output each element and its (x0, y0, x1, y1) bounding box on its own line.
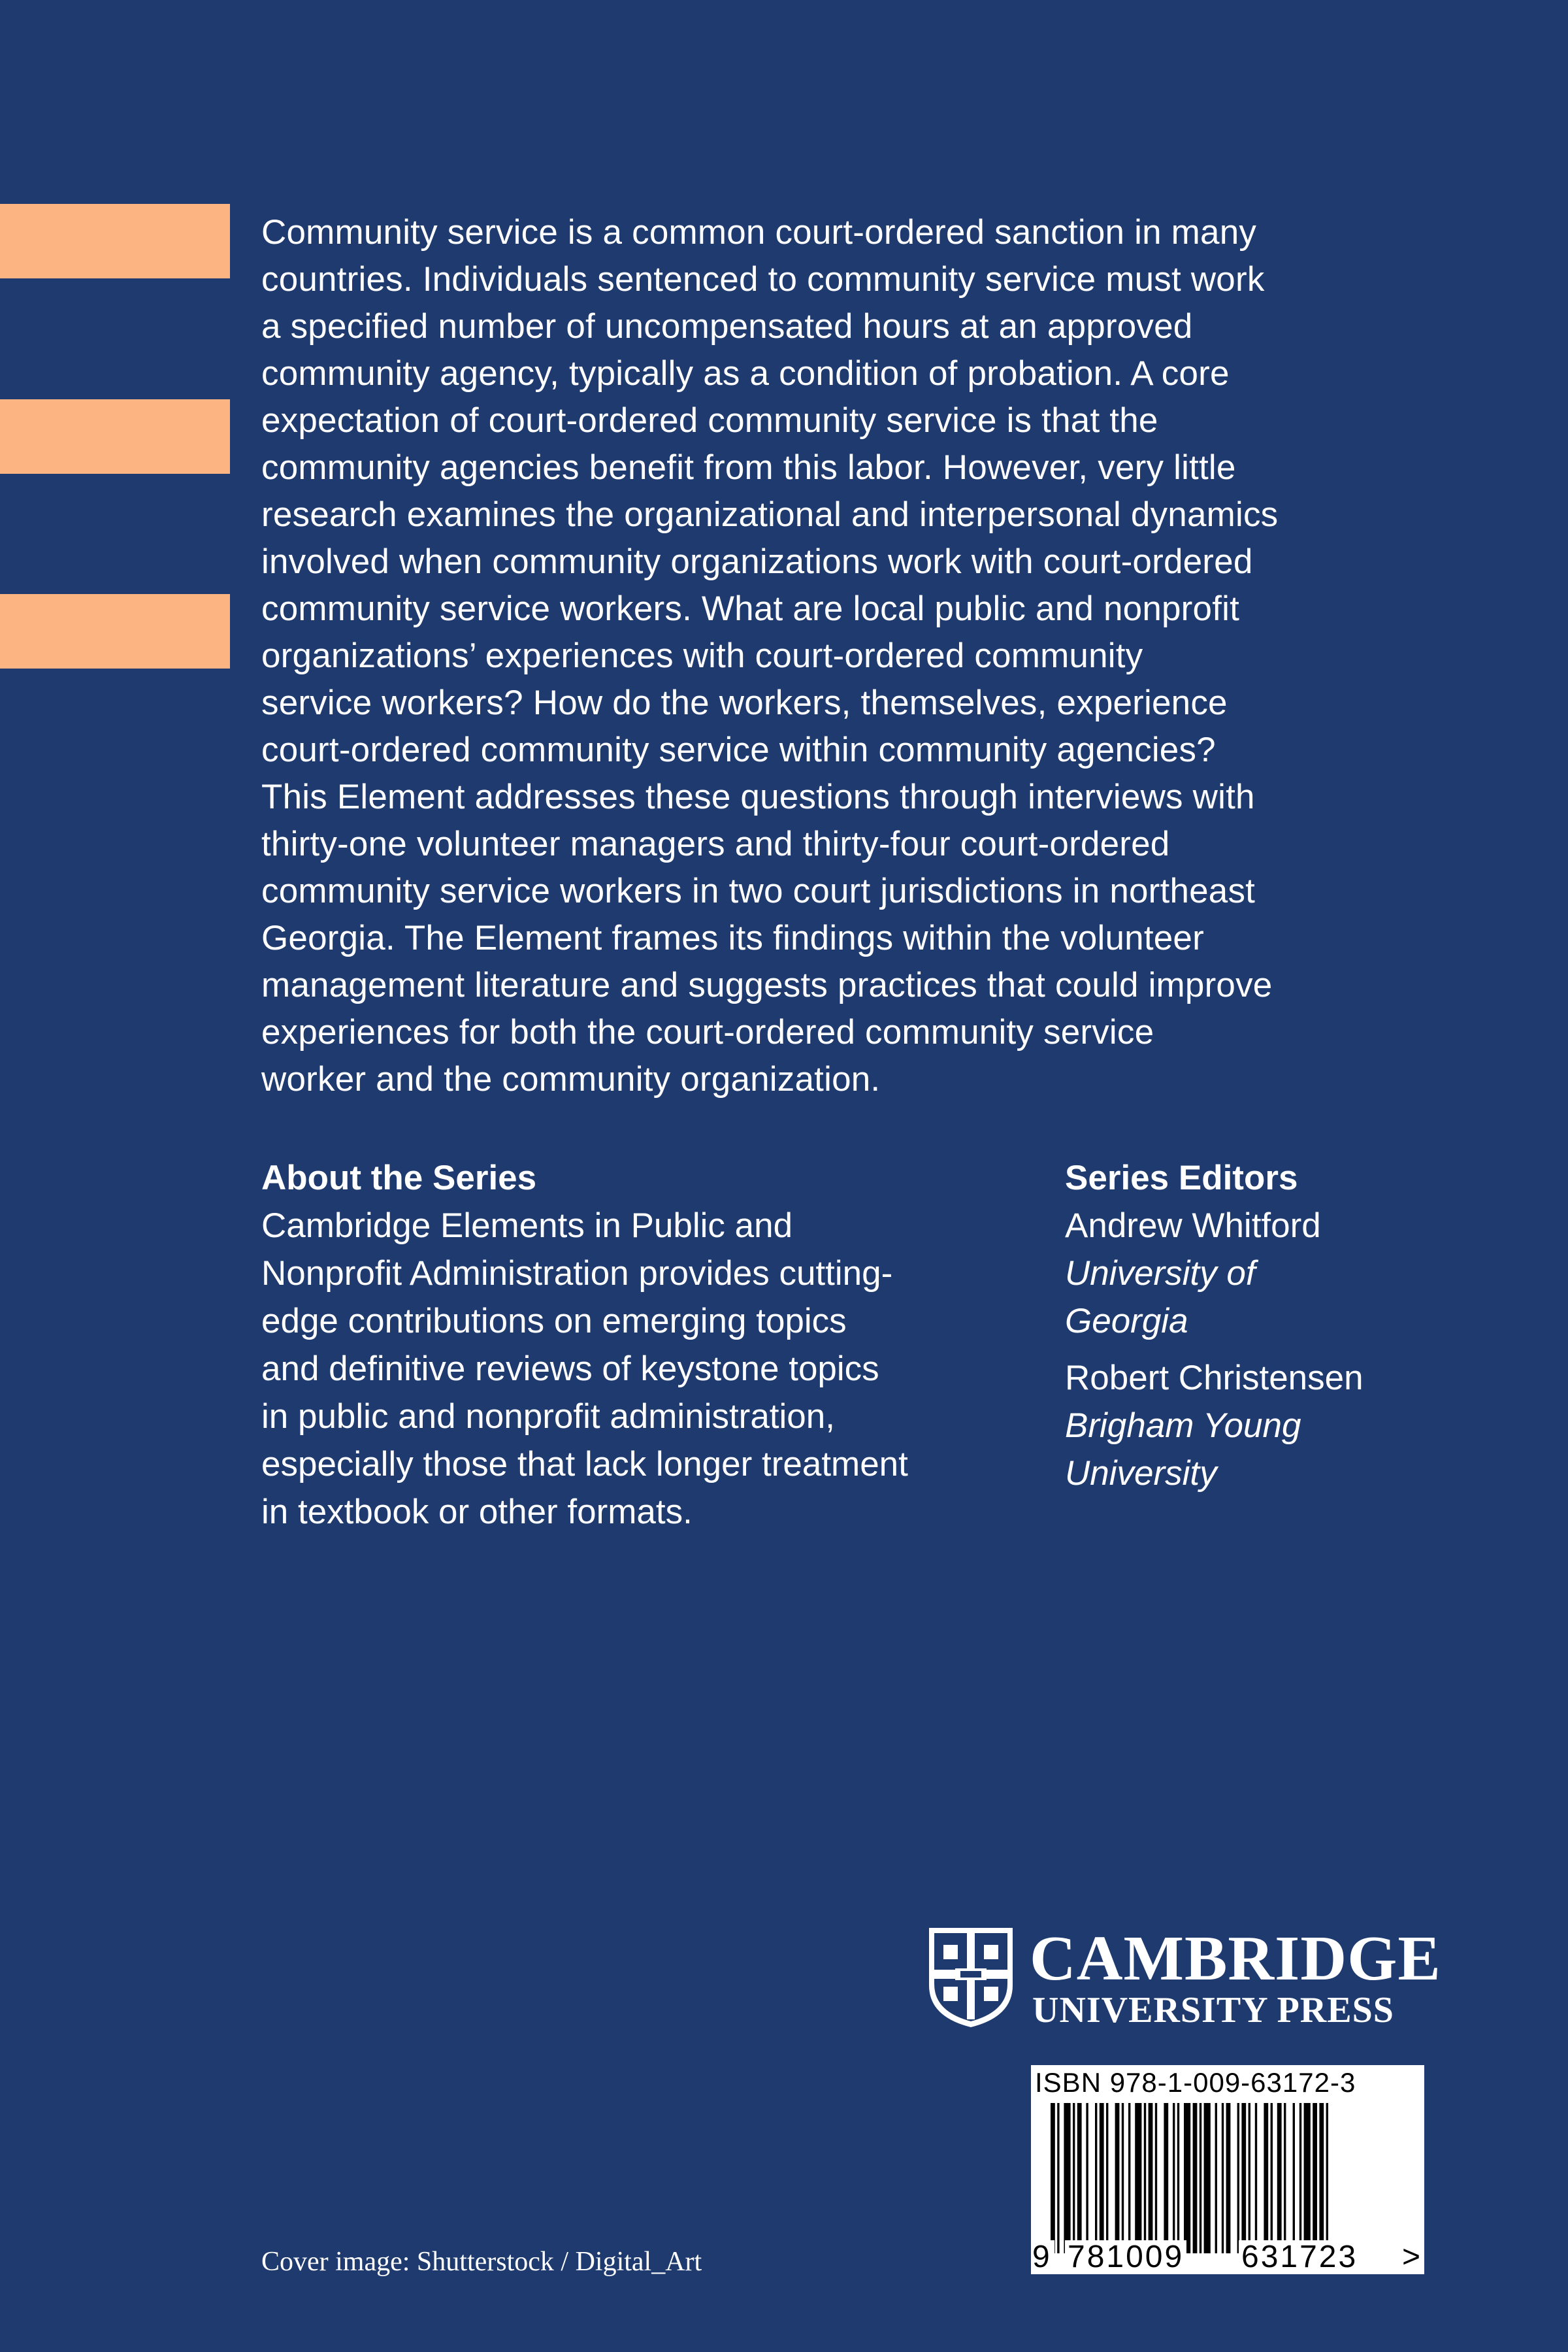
about-series-line: in textbook or other formats. (261, 1493, 693, 1531)
barcode-bar (1173, 2103, 1175, 2253)
description-line: management literature and suggests practices that could improve (261, 966, 1273, 1004)
barcode-bar (1095, 2103, 1097, 2253)
publisher-subtitle: UNIVERSITY PRESS (1032, 1990, 1394, 2030)
barcode-bar (1064, 2103, 1070, 2253)
about-series-line: especially those that lack longer treatment (261, 1445, 908, 1483)
about-the-series (261, 1154, 1045, 1536)
barcode-bar (1184, 2103, 1190, 2253)
barcode-bar (1237, 2103, 1239, 2253)
editor-name: Andrew Whitford (1065, 1206, 1321, 1245)
description-line: Community service is a common court-ordered sanction in many (261, 213, 1257, 252)
description-line: experiences for both the court-ordered community service (261, 1013, 1154, 1052)
barcode-bar (1284, 2103, 1286, 2253)
publisher-name: CAMBRIDGE (1030, 1923, 1441, 1994)
barcode-bar (1249, 2103, 1250, 2253)
barcode-bar (1319, 2103, 1324, 2253)
barcode-bar (1264, 2103, 1268, 2253)
barcode-bar (1177, 2103, 1179, 2253)
barcode-bar (1222, 2103, 1224, 2253)
barcode-bar (1271, 2103, 1273, 2253)
cover-image-credit: Cover image: Shutterstock / Digital_Art (261, 2247, 702, 2277)
barcode-bar (1144, 2103, 1146, 2253)
barcode-end-marker: > (1402, 2240, 1423, 2274)
barcode-bar (1193, 2103, 1198, 2253)
barcode-bar (1149, 2103, 1153, 2253)
barcode-bar (1293, 2103, 1295, 2253)
accent-stripe-top (0, 204, 230, 278)
description-line: service workers? How do the workers, themselves, experience (261, 684, 1228, 722)
description-line: This Element addresses these questions through interviews with (261, 778, 1255, 816)
barcode-bar (1051, 2103, 1055, 2253)
series-editor (1065, 1354, 1431, 1497)
barcode-bar (1057, 2103, 1059, 2253)
description-line: research examines the organizational and interpersonal dynamics (261, 495, 1279, 534)
barcode-bar (1128, 2103, 1130, 2253)
about-series-heading: About the Series (261, 1159, 537, 1197)
barcode-digit-group-right: 631723 (1239, 2240, 1360, 2274)
series-editors-heading: Series Editors (1065, 1159, 1298, 1197)
description-line: involved when community organizations work with court-ordered (261, 542, 1253, 581)
about-series-line: in public and nonprofit administration, (261, 1397, 835, 1436)
barcode-bar (1100, 2103, 1104, 2253)
barcode-bar (1155, 2103, 1157, 2253)
shield-crest-icon (926, 1925, 1015, 2030)
barcode-bar (1135, 2103, 1141, 2253)
book-description (261, 209, 1434, 1103)
barcode-bar (1204, 2103, 1211, 2253)
description-line: thirty-one volunteer managers and thirty-four court-ordered (261, 825, 1170, 863)
barcode-digit-group-left: 781009 (1065, 2240, 1186, 2274)
description-line: expectation of court-ordered community service is that the (261, 401, 1158, 440)
about-series-line: edge contributions on emerging topics (261, 1302, 847, 1340)
isbn-label: ISBN 978-1-009-63172-3 (1035, 2067, 1356, 2098)
accent-stripe-middle (0, 399, 230, 474)
description-line: countries. Individuals sentenced to community service must work (261, 260, 1265, 299)
editor-affiliation: Georgia (1065, 1302, 1188, 1340)
barcode-digits (1031, 2240, 1424, 2274)
series-editor (1065, 1202, 1431, 1345)
description-line: a specified number of uncompensated hours at an approved (261, 307, 1193, 346)
about-series-line: Cambridge Elements in Public and (261, 1206, 793, 1245)
isbn-barcode (1031, 2065, 1424, 2274)
barcode-bar (1277, 2103, 1282, 2253)
about-series-text (261, 1202, 1045, 1536)
barcode-bar (1073, 2103, 1075, 2253)
barcode-bar (1106, 2103, 1108, 2253)
description-line: organizations’ experiences with court-ordered community (261, 637, 1143, 675)
barcode-bar (1304, 2103, 1311, 2253)
barcode-bar (1122, 2103, 1124, 2253)
description-line: community service workers. What are local public and nonprofit (261, 589, 1240, 628)
series-editors (1065, 1154, 1431, 1497)
barcode-bar (1164, 2103, 1168, 2253)
editor-list (1065, 1202, 1431, 1497)
about-series-line: and definitive reviews of keystone topics (261, 1350, 879, 1388)
editor-affiliation: University of (1065, 1254, 1256, 1293)
description-line: community agencies benefit from this labor. However, very little (261, 448, 1236, 487)
description-line: Georgia. The Element frames its findings within the volunteer (261, 919, 1204, 957)
description-line: community agency, typically as a condition of probation. A core (261, 354, 1230, 393)
publisher-logo (926, 1925, 1443, 2030)
barcode-bar (1086, 2103, 1088, 2253)
barcode-bar (1077, 2103, 1082, 2253)
barcode-bar (1215, 2103, 1217, 2253)
barcode-bar (1299, 2103, 1301, 2253)
barcode-digit-first: 9 (1031, 2240, 1054, 2274)
editor-affiliation: University (1065, 1454, 1217, 1493)
accent-stripe-bottom (0, 594, 230, 669)
barcode-bar (1226, 2103, 1231, 2253)
barcode-bar (1115, 2103, 1120, 2253)
description-line: worker and the community organization. (261, 1060, 881, 1099)
barcode-bar (1200, 2103, 1201, 2253)
barcode-bar (1255, 2103, 1257, 2253)
description-line: court-ordered community service within community agencies? (261, 731, 1216, 769)
barcode-bar (1313, 2103, 1317, 2253)
editor-name: Robert Christensen (1065, 1359, 1364, 1397)
description-line: community service workers in two court jurisdictions in northeast (261, 872, 1256, 910)
editor-affiliation: Brigham Young (1065, 1406, 1301, 1445)
barcode-bar (1326, 2103, 1328, 2253)
barcode-bar (1241, 2103, 1246, 2253)
about-series-line: Nonprofit Administration provides cutting- (261, 1254, 893, 1293)
